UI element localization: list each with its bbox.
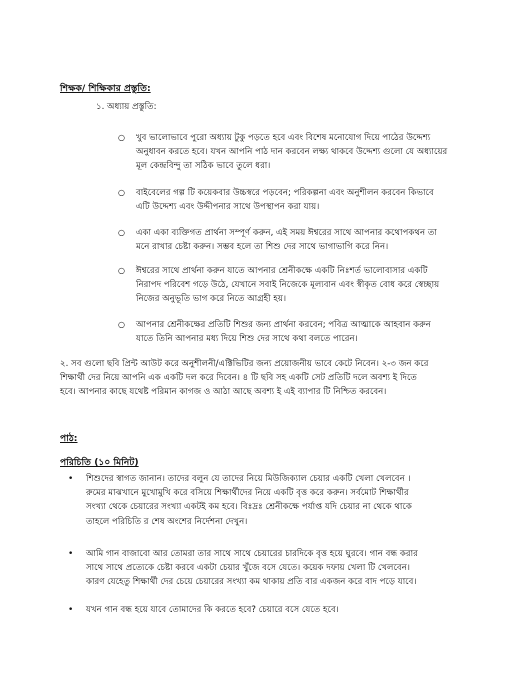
bullet-icon: •	[68, 605, 74, 615]
circle-bullet-icon: ○	[118, 228, 125, 237]
lesson-heading: পাঠ:	[60, 433, 78, 444]
prep-item: ○ খুব ভালোভাবে পুরো অধ্যায় টুকু পড়তে হবে এবং বিশেষ মনোযোগ দিয়ে পাঠের উদ্দেশ্য অনুধাবন করতে হবে। যখন আপনি পাঠ দান করবেন লক্ষ্য থাকবে উদ্দেশ্য গুলো যে অধ্যায়ের মূল কেন্দ্রবিন্দু তা সঠিক ভাবে তুলে ধরা।	[118, 133, 448, 172]
teacher-prep-heading: শিক্ষক/ শিক্ষিকার প্রস্তুতি:	[60, 83, 151, 94]
prep-item: ○ একা একা ব্যক্তিগত প্রার্থনা সম্পূর্ণ করুন, এই সময় ঈশ্বরের সাথে আপনার কথোপকথন তা মনে রাখার চেষ্টা করুন। সম্ভব হলে তা শিশু দের সাথে ভাগাভাগি করে নিন।	[118, 228, 437, 253]
chapter-prep-subheading: ১. অধ্যায় প্রস্তুতি:	[96, 102, 157, 112]
prep-item: ○ ঈশ্বরের সাথে প্রার্থনা করুন যাতে আপনার শ্রেনীকক্ষে একটি নিঃশর্ত ভালোবাসার একটি নিরাপদ পরিবেশ গড়ে উঠে, যেখানে সবাই নিজেকে মূল্যবান এবং স্বীকৃত বোধ করে স্বেচ্ছায় নিজের অনুভূতি ভাগ করে নিতে আগ্রহী হয়।	[118, 266, 440, 305]
bullet-icon: •	[68, 474, 74, 484]
prep-item: ○ বাইবেলের গল্প টি কয়েকবার উচ্চস্বরে পড়বেন; পরিকল্পনা এবং অনুশীলন করবেন কিভাবে এটি উদ্দেশ্য এবং উদ্দীপনার সাথে উপস্থাপন করা যায়।	[118, 188, 434, 213]
circle-bullet-icon: ○	[118, 133, 125, 142]
introduction-heading: পরিচিতি (১০ মিনিট)	[60, 457, 139, 468]
lesson-bullet: • আমি গান বাজাবো আর তোমরা তার সাথে সাথে চেয়ারের চারদিকে বৃত্ত হয়ে ঘুরবে। গান বন্ধ করার সাথে সাথে প্রত্যেকে চেষ্টা করবে একটা চেয়ার খুঁজে বসে যেতে। কয়েক দফায় খেলা টি খেলবেন। কারণ যেহেতু শিক্ষার্থী দের চেয়ে চেয়ারের সংখ্যা কম থাকায় প্রতি বার একজন করে বাদ পড়ে যাবে।	[68, 549, 418, 588]
prep-item: ○ আপনার শ্রেনীকক্ষের প্রতিটি শিশুর জন্য প্রার্থনা করবেন; পবিত্র আত্মাকে আহবান করুন যাতে তিনি আপনার মধ্য দিয়ে শিশু দের সাথে কথা বলতে পারেন।	[118, 320, 431, 345]
circle-bullet-icon: ○	[118, 188, 125, 197]
lesson-bullet: • যখন গান বন্ধ হয়ে যাবে তোমাদের কি করতে হবে? চেয়ারে বসে যেতে হবে।	[86, 603, 478, 617]
materials-paragraph: ২. সব গুলো ছবি প্রিন্ট আউট করে অনুশীলনী/এক্টিভিটির জন্য প্রয়োজনীয় ভাবে কেটে নিবেন। ২-৩ জন করে শিক্ষার্থী দের নিয়ে আপনি এক একটি দল করে দিবেন। ৪ টি ছবি সহ একটি সেট প্রতিটি দলে অবশ্য ই দিতে হবে। আপনার কাছে যথেষ্ট পরিমান কাগজ ও আঠা আছে অবশ্য ই এই ব্যাপার টি নিশ্চিত করবেন।	[60, 359, 429, 398]
circle-bullet-icon: ○	[118, 266, 125, 275]
lesson-bullet: • শিশুদের স্বাগত জানান। তাদের বলুন যে তাদের নিয়ে মিউজিক্যাল চেয়ার একটি খেলা খেলবেন । রুমের মাঝখানে মুখোমুখি করে বসিয়ে শিক্ষার্থীদের নিয়ে একটি বৃত্ত করে করুন। সর্বমোট শিক্ষার্থীর সংখ্যা থেকে চেয়ারের সংখ্যা একটই কম হবে। বিঃদ্রঃ শ্রেনীকক্ষে পর্যাপ্ত যদি চেয়ার না থেকে থাকে তাহলে পরিচিতি র শেষ অংশের নির্দেশনা দেখুন।	[68, 474, 412, 527]
circle-bullet-icon: ○	[118, 320, 125, 329]
bullet-icon: •	[68, 549, 74, 559]
